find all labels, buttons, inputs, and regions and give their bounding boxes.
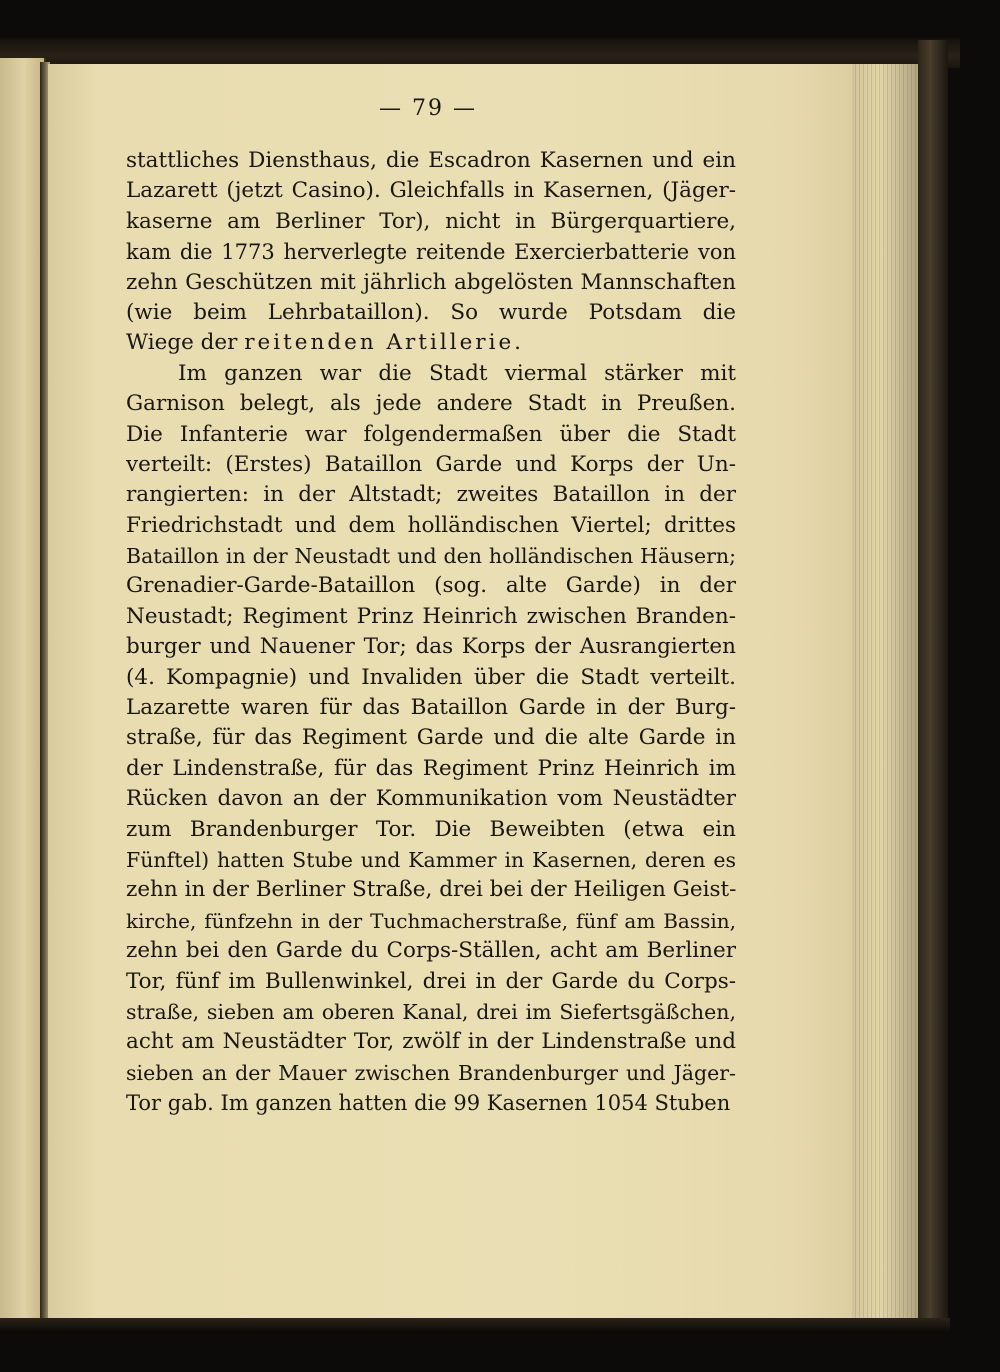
page-stack-shade bbox=[852, 64, 922, 1318]
text-line: acht am Neustädter Tor, zwölf in der Lindenstraße und bbox=[126, 1029, 736, 1055]
text-line-lead: Wiege der bbox=[126, 330, 238, 356]
text-line: (wie beim Lehrbataillon). So wurde Potsdam die bbox=[126, 299, 736, 325]
text-line: Garnison belegt, als jede andere Stadt in Preußen. bbox=[126, 391, 736, 417]
text-line: Lazarette waren für das Bataillon Garde in der Burg- bbox=[126, 695, 736, 721]
book-cover-edge bbox=[918, 40, 948, 1330]
bottom-shadow bbox=[0, 1318, 950, 1332]
text-line-paragraph-end bbox=[126, 328, 736, 358]
body-text bbox=[126, 146, 736, 1119]
text-line: kam die 1773 herverlegte reitende Exercierbatterie von bbox=[126, 240, 736, 265]
text-line: Die Infanterie war folgendermaßen über die Stadt bbox=[126, 421, 736, 447]
text-line: zehn bei den Garde du Corps-Ställen, acht am Berliner bbox=[126, 938, 736, 964]
text-line: Rücken davon an der Kommunikation vom Neustädter bbox=[126, 786, 736, 812]
text-line-paragraph-start: Im ganzen war die Stadt viermal stärker mit bbox=[178, 360, 736, 386]
text-line: Grenadier-Garde-Bataillon (sog. alte Garde) in der bbox=[126, 573, 736, 599]
text-line: Tor, fünf im Bullenwinkel, drei in der Garde du Corps- bbox=[126, 968, 736, 994]
text-line: rangierten: in der Altstadt; zweites Bataillon in der bbox=[126, 482, 736, 508]
text-line: straße, sieben am oberen Kanal, drei im Siefertsgäßchen, bbox=[126, 999, 736, 1024]
page-number: — 79 — bbox=[379, 96, 477, 121]
text-line: zehn in der Berliner Straße, drei bei der Heiligen Geist- bbox=[126, 877, 736, 903]
text-line: burger und Nauener Tor; das Korps der Ausrangierten bbox=[126, 634, 736, 660]
text-line-final: Tor gab. Im ganzen hatten die 99 Kasernen 1054 Stuben bbox=[126, 1091, 731, 1116]
text-line: kaserne am Berliner Tor), nicht in Bürgerquartiere, bbox=[126, 208, 736, 234]
text-line: kirche, fünfzehn in der Tuchmacherstraße, fünf am Bassin, bbox=[126, 908, 736, 933]
text-line: (4. Kompagnie) und Invaliden über die Stadt verteilt. bbox=[126, 664, 736, 690]
text-line: Bataillon in der Neustadt und den holländischen Häusern; bbox=[126, 544, 736, 569]
text-line: sieben an der Mauer zwischen Brandenburger und Jäger- bbox=[126, 1060, 736, 1085]
text-line: stattliches Diensthaus, die Escadron Kasernen und ein bbox=[126, 148, 736, 173]
text-line: zehn Geschützen mit jährlich abgelösten Mannschaften bbox=[126, 269, 736, 295]
text-line: der Lindenstraße, für das Regiment Prinz Heinrich im bbox=[126, 755, 736, 781]
spaced-emphasis: reitenden Artillerie. bbox=[244, 330, 525, 356]
text-line: Neustadt; Regiment Prinz Heinrich zwischen Branden- bbox=[126, 603, 736, 629]
text-line: straße, für das Regiment Garde und die alte Garde in bbox=[126, 725, 736, 751]
text-line: Friedrichstadt und dem holländischen Viertel; drittes bbox=[126, 512, 736, 538]
text-line: zum Brandenburger Tor. Die Beweibten (etwa ein bbox=[126, 816, 736, 842]
text-line: verteilt: (Erstes) Bataillon Garde und Korps der Un- bbox=[126, 451, 736, 477]
text-line: Lazarett (jetzt Casino). Gleichfalls in Kasernen, (Jäger- bbox=[126, 178, 736, 204]
text-line: Fünftel) hatten Stube und Kammer in Kasernen, deren es bbox=[126, 847, 736, 872]
